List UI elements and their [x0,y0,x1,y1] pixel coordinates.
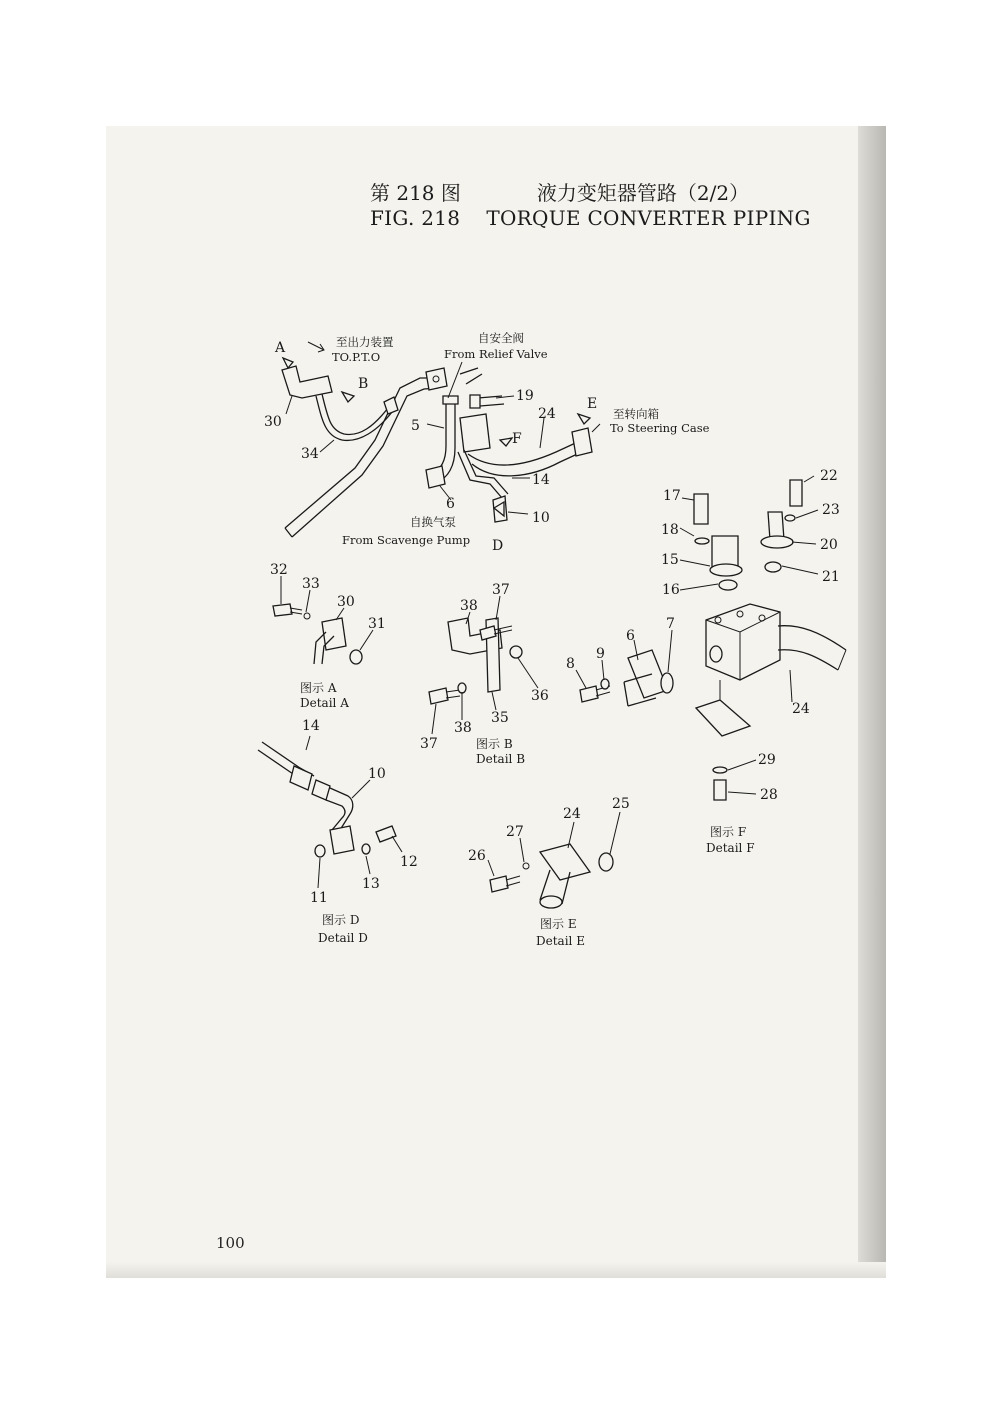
detail-d-caption-en: Detail D [318,931,368,945]
view-letter-b: B [358,376,369,392]
detail-a-drawing [273,576,373,664]
relief-valve-label-cn: 自安全阀 [478,331,524,345]
callout-e-24: 24 [563,806,581,822]
callout-d-10: 10 [368,766,386,782]
callout-a-32: 32 [270,562,288,578]
callout-f-20: 20 [820,537,838,553]
view-letter-f: F [512,431,522,447]
callout-d-12: 12 [400,854,418,870]
detail-e-caption-cn: 图示 E [540,917,577,931]
callout-d-11: 11 [310,890,328,906]
callout-d-14: 14 [302,718,320,734]
callout-d-13: 13 [362,876,380,892]
callout-f-7: 7 [666,616,675,632]
callout-b-37-bottom: 37 [420,736,438,752]
callout-b-38-bottom: 38 [454,720,472,736]
relief-valve-label-en: From Relief Valve [444,347,548,361]
callout-f-6: 6 [626,628,635,644]
view-letter-d: D [492,538,504,554]
callout-e-26: 26 [468,848,486,864]
view-letter-e: E [587,396,598,412]
detail-d-caption-cn: 图示 D [322,913,360,927]
callout-f-21: 21 [822,569,840,585]
scavenge-pump-label-en: From Scavenge Pump [342,533,471,547]
callout-e-27: 27 [506,824,524,840]
figure-title-english: FIG. 218 TORQUE CONVERTER PIPING [370,206,811,230]
detail-a-caption-en: Detail A [300,696,349,710]
callout-b-37-top: 37 [492,582,510,598]
main-assembly [282,342,600,537]
callout-e-25: 25 [612,796,630,812]
callout-f-28: 28 [760,787,778,803]
callout-f-22: 22 [820,468,838,484]
detail-b-drawing [429,596,538,734]
detail-e-caption-en: Detail E [536,934,585,948]
callout-main-14: 14 [532,472,550,488]
scavenge-pump-label-cn: 自换气泵 [410,515,456,529]
callout-a-31: 31 [368,616,386,632]
detail-d-drawing [258,736,402,888]
detail-a-caption-cn: 图示 A [300,681,337,695]
callout-f-9: 9 [596,646,605,662]
callout-f-29: 29 [758,752,776,768]
callout-main-10: 10 [532,510,550,526]
callout-f-17: 17 [663,488,681,504]
callout-b-38-top: 38 [460,598,478,614]
callout-f-24: 24 [792,701,810,717]
callout-f-16: 16 [662,582,680,598]
view-letter-a: A [275,340,286,356]
callout-main-5: 5 [411,418,420,434]
callout-main-30: 30 [264,414,282,430]
detail-b-caption-cn: 图示 B [476,737,513,751]
callout-a-33: 33 [302,576,320,592]
figure-title-chinese: 第 218 图 液力变矩器管路（2/2） [370,181,750,205]
callout-main-6: 6 [446,496,455,512]
callout-a-30: 30 [337,594,355,610]
detail-f-caption-cn: 图示 F [710,825,747,839]
detail-f-drawing [576,476,846,800]
detail-f-caption-en: Detail F [706,841,755,855]
callout-main-24: 24 [538,406,556,422]
callout-b-35: 35 [491,710,509,726]
callout-main-19: 19 [516,388,534,404]
callout-f-23: 23 [822,502,840,518]
callout-f-15: 15 [661,552,679,568]
to-pto-label-cn: 至出力装置 [336,335,394,349]
callout-main-34: 34 [301,446,319,462]
page-number: 100 [216,1234,245,1252]
steering-case-label-en: To Steering Case [610,421,710,435]
detail-b-caption-en: Detail B [476,752,526,766]
callout-b-36: 36 [531,688,549,704]
callout-f-18: 18 [661,522,679,538]
steering-case-label-cn: 至转向箱 [613,407,659,421]
callout-f-8: 8 [566,656,575,672]
to-pto-label-en: TO.P.T.O [332,350,381,364]
